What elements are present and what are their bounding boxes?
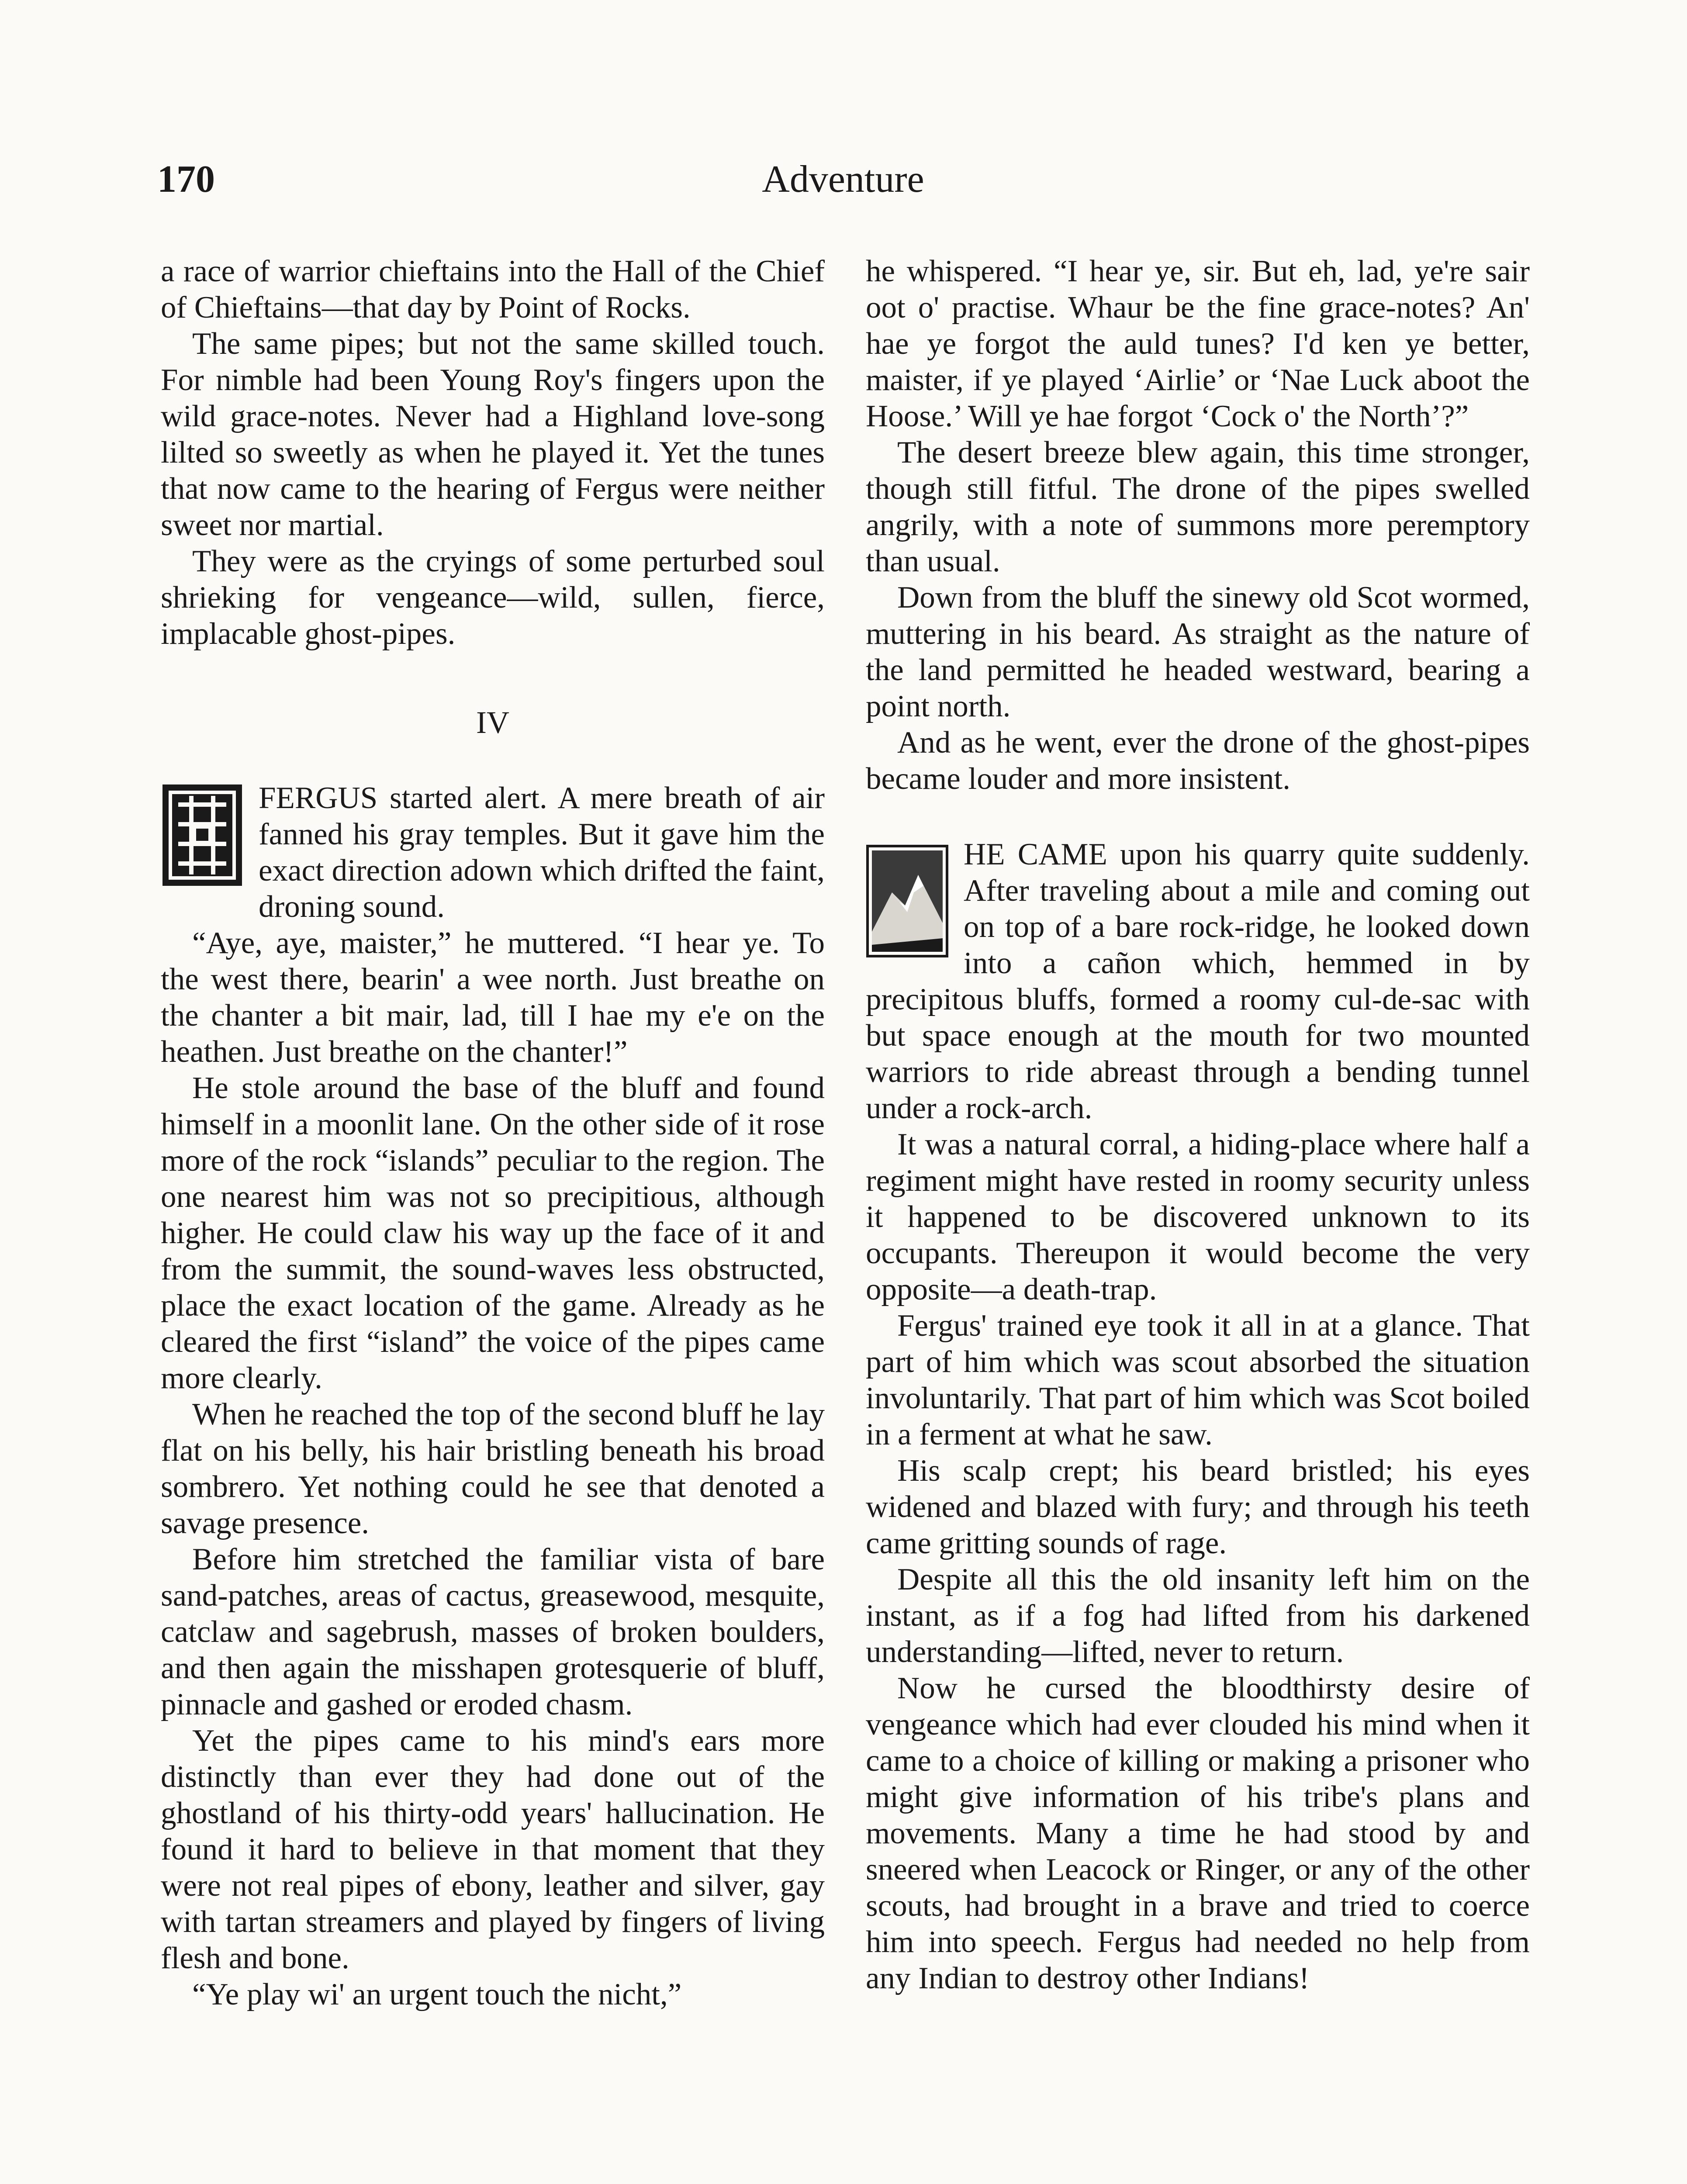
paragraph: “Aye, aye, maister,” he muttered. “I hear ye. To the west there, bearin' a wee north. Just breathe on the chanter a bit mair, lad, till I hae my e'e on the heathen. Just breathe on the chanter!”	[161, 926, 825, 1069]
section-number: IV	[476, 705, 509, 740]
running-title: Adventure	[762, 158, 924, 200]
paragraph: When he reached the top of the second bluff he lay flat on his belly, his hair bristling beneath his broad sombrero. Yet nothing could he see that denoted a savage presence.	[161, 1397, 825, 1540]
paragraph: Fergus' trained eye took it all in at a glance. That part of him which was scout absorbed the situation involuntarily. That part of him which was Scot boiled in a ferment at what he saw.	[866, 1309, 1530, 1451]
paragraph: The same pipes; but not the same skilled touch. For nimble had been Young Roy's fingers upon the wild grace-notes. Never had a Highland love-song lilted so sweetly as when he played it. Yet the tunes that now came to the hearing of Fergus were neither sweet nor martial.	[161, 327, 825, 542]
section-break	[866, 797, 1530, 836]
paragraph: a race of warrior chieftains into the Hall of the Chief of Chieftains—that day by Point of Rocks.	[161, 254, 825, 325]
paragraph: Now he cursed the bloodthirsty desire of vengeance which had ever clouded his mind when it came to a choice of killing or making a prisoner who might give information of his tribe's plans and movements. Many a time he had stood by and sneered when Leacock or Ringer, or any of the other scouts, had brought in a brave and tried to coerce him into speech. Fergus had needed no help from any Indian to destroy other Indians!	[866, 1671, 1530, 1995]
paragraph: It was a natural corral, a hiding-place where half a regiment might have rested in roomy security unless it happened to be discovered unknown to its occupants. Thereupon it would become the very opposite—a death-trap.	[866, 1127, 1530, 1306]
paragraph: HE CAME upon his quarry quite suddenly. After traveling about a mile and coming out on top of a bare rock-ridge, he looked down into a cañon which, hemmed in by precipitous bluffs, formed a roomy cul-de-sac with but space enough at the mouth for two mounted warriors to ride abreast through a bending tunnel under a rock-arch.	[866, 837, 1530, 1125]
knotwork-ornament-icon	[161, 783, 244, 888]
page-header	[157, 157, 1529, 214]
paragraph: “Ye play wi' an urgent touch the nicht,”	[192, 1977, 682, 2011]
paragraph: His scalp crept; his beard bristled; his eyes widened and blazed with fury; and through his teeth came gritting sounds of rage.	[866, 1454, 1530, 1560]
paragraph: he whispered. “I hear ye, sir. But eh, lad, ye're sair oot o' practise. Whaur be the fine grace-notes? An' hae ye forgot the auld tunes? I'd ken ye better, maister, if ye played ‘Airlie’ or ‘Nae Luck aboot the Hoose.’ Will ye hae forgot ‘Cock o' the North’?”	[866, 254, 1530, 433]
paragraph: Despite all this the old insanity left him on the instant, as if a fog had lifted from his darkened understanding—lifted, never to return.	[866, 1562, 1530, 1669]
paragraph: He stole around the base of the bluff and found himself in a moonlit lane. On the other side of it rose more of the rock “islands” peculiar to the region. The one nearest him was not so precipitious, although higher. He could claw his way up the face of it and from the summit, the sound-waves less obstructed, place the exact location of the game. Already as he cleared the first “island” the voice of the pipes came more clearly.	[161, 1071, 825, 1395]
page-number: 170	[157, 158, 215, 200]
left-column	[161, 253, 825, 2013]
paragraph: And as he went, ever the drone of the ghost-pipes became louder and more insistent.	[866, 726, 1530, 796]
right-column	[866, 253, 1530, 1997]
paragraph: FERGUS started alert. A mere breath of air fanned his gray temples. But it gave him the exact direction adown which drifted the faint, droning sound.	[259, 781, 825, 924]
paragraph: Down from the bluff the sinewy old Scot wormed, muttering in his beard. As straight as the nature of the land permitted he headed westward, bearing a point north.	[866, 581, 1530, 723]
paragraph: The desert breeze blew again, this time stronger, though still fitful. The drone of the pipes swelled angrily, with a note of summons more peremptory than usual.	[866, 435, 1530, 578]
paragraph: They were as the cryings of some perturbed soul shrieking for vengeance—wild, sullen, fierce, implacable ghost-pipes.	[161, 544, 825, 651]
paragraph: Yet the pipes came to his mind's ears more distinctly than ever they had done out of the ghostland of his thirty-odd years' hallucination. He found it hard to believe in that moment that they were not real pipes of ebony, leather and silver, gay with tartan streamers and played by fingers of living flesh and bone.	[161, 1724, 825, 1975]
mountain-vignette-icon	[866, 844, 949, 958]
paragraph: Before him stretched the familiar vista of bare sand-patches, areas of cactus, greasewood, mesquite, catclaw and sagebrush, masses of broken boulders, and then again the misshapen grotesquerie of bluff, pinnacle and gashed or eroded chasm.	[161, 1542, 825, 1721]
